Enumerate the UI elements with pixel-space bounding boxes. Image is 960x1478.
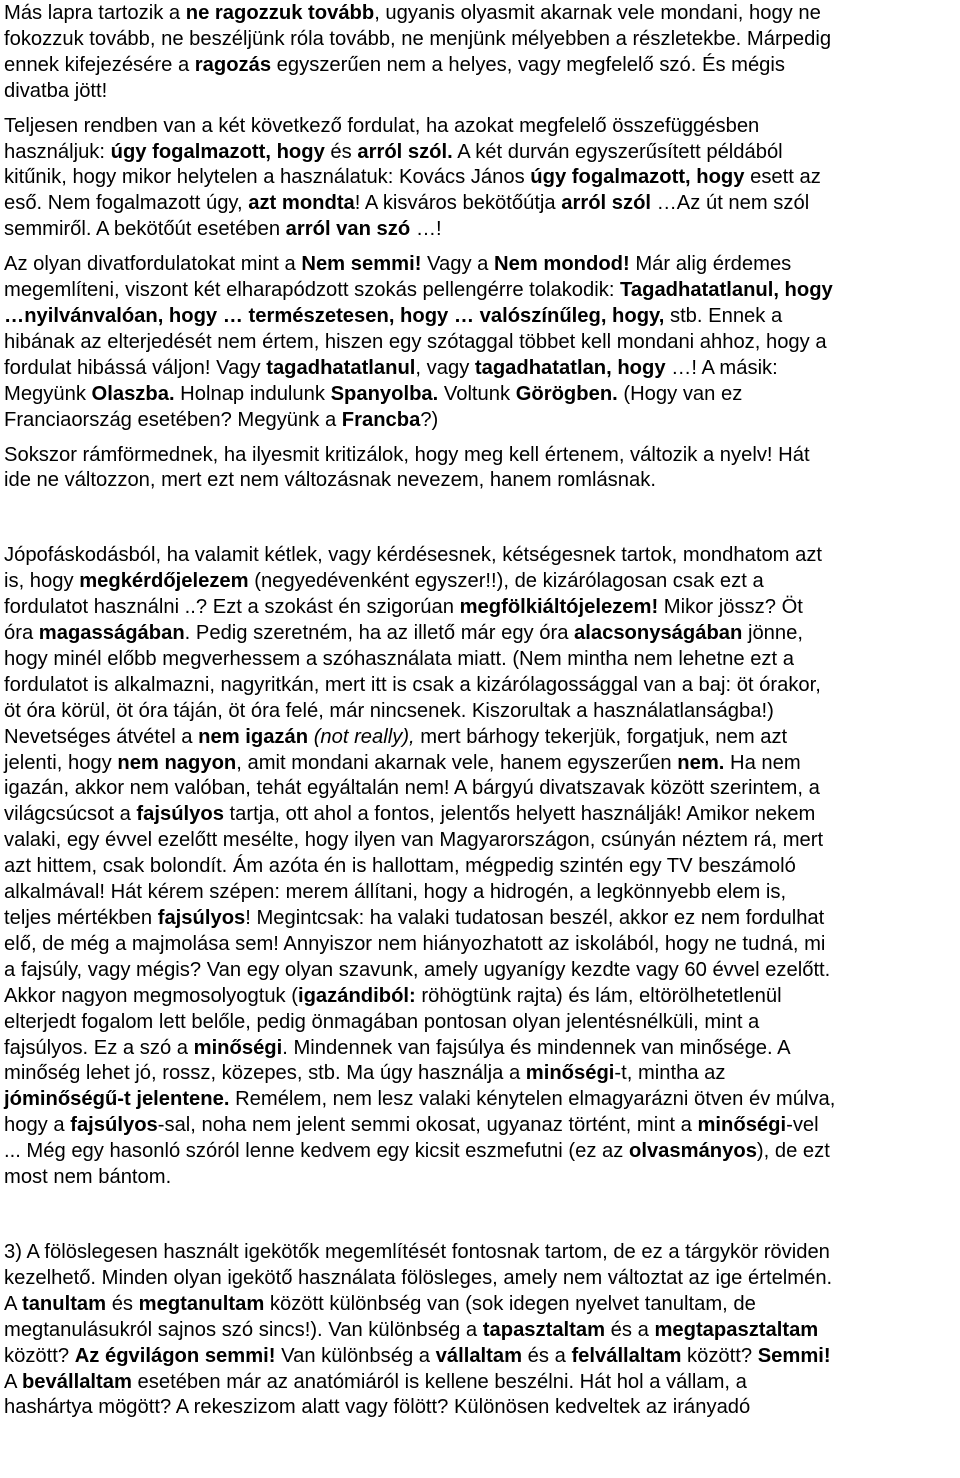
bold-run: arról van szó [285,218,411,241]
text-run: egyszerűen nem a helyes, vagy megfelelő szó. És mégis divatba jött! [4,53,785,102]
text-run: Voltunk [438,382,516,405]
text-run: Remélem, nem lesz valaki kénytelen elmagyarázni ötven év múlva, hogy a [4,1088,836,1137]
text-run: röhögtünk rajta) és lám, eltörölhetetlenül elterjedt fogalom lett belőle, pedig önmagában pontosan olyan jelentésnélküli, mint a fajsúlyos. Ez a szó a [4,984,782,1059]
text-run: között különbség van (sok idegen nyelvet tanultam, de megtanulásukról sajnos szó sincs!). Van különbség a [4,1292,756,1341]
text-run: esetében már az anatómiáról is kellene beszélni. Hát hol a vállam, a hashártya mögött? A rekeszizom alatt vagy fölött? Különösen kedveltek az irányadó [4,1370,751,1419]
text-run: Ha nem igazán, akkor nem valóban, tehát egyáltalán nem! A bárgyú divatszavak között szerintem, a világcsúcsot a [4,751,820,826]
paragraph [4,1240,960,1421]
bold-run: minőségi [525,1062,615,1085]
bold-run: Francba [341,408,421,431]
bold-run: jóminőségű-t jelentene. [4,1088,230,1111]
text-run: esett az eső. Nem fogalmazott úgy, [4,166,821,215]
text-run: Teljesen rendben van a két következő fordulat, ha azokat megfelelő összefüggésben használjuk: [4,114,760,163]
bold-run: megtapasztaltam [654,1318,819,1341]
bold-run: Nem mondod! [494,253,630,276]
bold-run: Semmi! [757,1344,831,1367]
bold-run: megtanultam [138,1292,265,1315]
bold-run: nem igazán [198,725,309,748]
bold-run: azt mondta [248,192,355,215]
text-run: között? [681,1344,758,1367]
text-run: jönne, hogy minél előbb megverhessem a szóhasználata miatt. (Nem mintha nem lehetne ezt a fordulatot is alkalmazni, nagyritkán, mert itt is csak a kizárólagossággal van a baj: öt órakor, öt óra körül, öt óra táján, öt óra felé, már nincsenek. Kiszorultak a használatlanságba!) Nevetséges átvétel a [4,622,821,748]
text-run: és [106,1292,139,1315]
text-run: Már alig érdemes megemlíteni, viszont két elharapódzott szokás pellengérre tolakodik: [4,253,792,302]
bold-run: tapasztaltam [482,1318,606,1341]
bold-run: felvállaltam [571,1344,682,1367]
paragraph [4,0,960,105]
bold-run: megkérdőjelezem [79,570,249,593]
document-body [4,0,960,1421]
text-run: (Hogy van ez Franciaország esetében? Megyünk a [4,382,743,431]
text-run: ! Megintcsak: ha valaki tudatosan beszél, akkor ez nem fordulhat elő, de még a majmolása sem! Annyiszor nem hiányozhatott az iskolából, hogy ne tudná, mi a fajsúly, vagy mégis? Van egy olyan szavunk, amely ugyanígy kezdte vagy 60 évvel ezelőtt. Akkor nagyon megmosolyogtuk ( [4,907,831,1007]
text-run: tartja, ott ahol a fontos, jelentős helyett használják! Amikor nekem valaki, egy évvel ezelőtt mesélte, hogy ilyen van Magyarországon, csúnyán néztem rá, mert azt hittem, csak bolondít. Ám azóta én is hallottam, mégpedig szintén egy TV beszámoló alkalmával! Hát kérem szépen: merem állítani, hogy a hidrogén, a legkönnyebb elem is, teljes mértékben [4,803,824,929]
bold-run: tagadhatatlan, hogy [474,356,666,379]
text-run: , vagy [415,356,475,379]
text-run: -vel ... Még egy hasonló szóról lenne kedvem egy kicsit eszmefutni (ez az [4,1114,819,1163]
text-run: és a [522,1344,572,1367]
text-run: Vagy a [421,253,495,276]
paragraph [4,114,960,244]
bold-run: úgy fogalmazott, hogy [110,140,325,163]
text-run: , ugyanis olyasmit akarnak vele mondani, hogy ne fokozzuk tovább, ne beszéljünk róla tovább, ne menjünk mélyebben a részletekbe. Márpedig ennek kifejezésére a [4,2,832,76]
text-run: között? [4,1344,70,1367]
bold-run: arról szól [561,192,652,215]
bold-run: fajsúlyos [136,803,224,826]
text-run: Sokszor rámförmednek, ha ilyesmit kritizálok, hogy meg kell értenem, változik a nyelv! Hát ide ne változzon, mert ezt nem változásnak nevezem, hanem romlásnak. [4,443,810,492]
text-run: ! A kisváros bekötőútja [354,192,562,215]
bold-run: igazándiból: [297,984,416,1007]
paragraph [4,543,960,1191]
bold-run: fajsúlyos [70,1114,158,1137]
text-run: -t, mintha az [614,1062,726,1085]
text-run: ), de ezt most nem bántom. [4,1140,830,1189]
bold-run: tagadhatatlanul [266,356,416,379]
bold-run: Olaszba. [91,382,175,405]
text-run: A két durván egyszerűsített példából kitűnik, hogy mikor helytelen a használatuk: Kovács János [4,140,783,189]
bold-run: megfölkiáltójelezem! [459,596,659,619]
bold-run: alacsonyságában [574,622,743,645]
text-run: 3) A fölöslegesen használt igekötők megemlítését fontosnak tartom, de ez a tárgykör röviden kezelhető. Minden olyan igekötő használata fölösleges, amely nem változtat az ige értelmén. A [4,1240,833,1315]
text-run: , amit mondani akarnak vele, hanem egyszerűen [236,751,678,774]
bold-run: arról szól. [357,140,453,163]
bold-run: minőségi [193,1036,283,1059]
bold-run: olvasmányos [629,1140,757,1163]
text-run: mert bárhogy tekerjük, forgatjuk, nem azt jelenti, hogy [4,725,788,774]
text-run: …! A másik: Megyünk [4,356,778,405]
bold-run: Görögben. [515,382,618,405]
text-run: …! [410,218,442,241]
bold-run: Nem semmi! [301,253,422,276]
text-run: Az olyan divatfordulatokat mint a [4,253,302,276]
text-run: Mikor jössz? Öt óra [4,596,803,645]
bold-run: ne ragozzuk tovább [185,2,375,24]
bold-run: magasságában [38,622,185,645]
text-run: és [324,140,358,163]
text-run: . Pedig szeretném, ha az illető már egy óra [184,622,575,645]
text-run: (negyedévenként egyszer!!), de kizárólagosan csak ezt a fordulatot használni ..? Ezt a szokást én szigorúan [4,570,764,619]
bold-run: bevállaltam [21,1370,132,1393]
text-run: stb. Ennek a hibának az elterjedését nem értem, hiszen egy szótaggal többet kell mondani ahhoz, hogy a fordulat hibássá váljon! Vagy [4,304,827,379]
bold-run: nem nagyon [117,751,237,774]
text-run: -sal, noha nem jelent semmi okosat, ugyanaz történt, mint a [157,1114,698,1137]
bold-run: nem. [677,751,725,774]
bold-run: úgy fogalmazott, hogy [530,166,745,189]
bold-run: tanultam [21,1292,107,1315]
text-run: Holnap indulunk [174,382,331,405]
bold-run: Az égvilágon semmi! [74,1344,276,1367]
paragraph [4,252,960,433]
bold-run: vállaltam [435,1344,523,1367]
bold-run: ragozás [194,53,272,76]
text-run: A [4,1370,17,1393]
bold-run: fajsúlyos [157,907,246,929]
text-run: Jópofáskodásból, ha valamit kétlek, vagy kérdésesnek, kétségesnek tartok, mondhatom azt is, hogy [4,544,823,593]
italic-run: (not really), [313,725,415,748]
text-run: Más lapra tartozik a [4,2,186,24]
text-run: ?) [420,408,439,431]
bold-run: minőségi [697,1114,787,1137]
bold-run: Tagadhatatlanul, hogy …nyilvánvalóan, hogy … természetesen, hogy … valószínűleg, hogy, [4,279,833,327]
bold-run: Spanyolba. [330,382,439,405]
text-run: . Mindennek van fajsúlya és mindennek van minősége. A minőség lehet jó, rossz, közepes, stb. Ma úgy használja a [4,1036,791,1085]
text-run: Van különbség a [275,1344,436,1367]
paragraph [4,443,960,495]
text-run: …Az út nem szól semmiről. A bekötőút esetében [4,192,810,241]
text-run: és a [605,1318,655,1341]
